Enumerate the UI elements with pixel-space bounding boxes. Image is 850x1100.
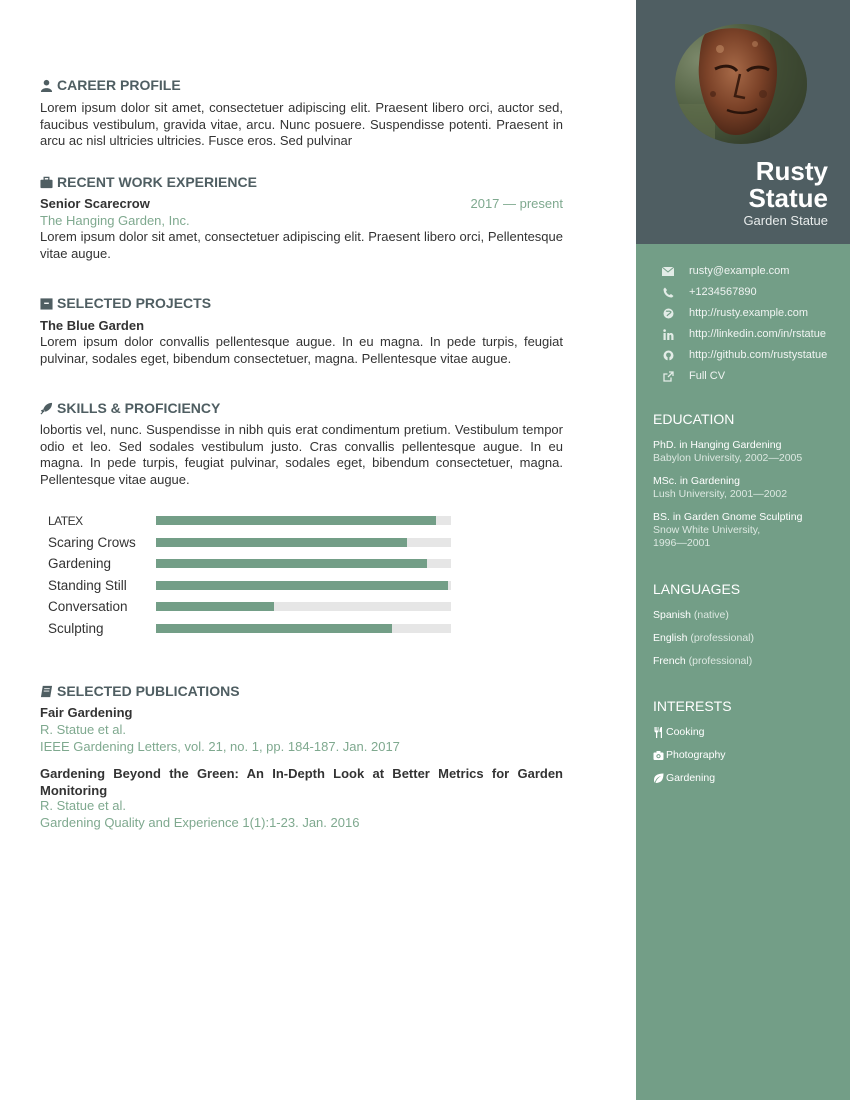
education-school: Snow White University,	[653, 524, 761, 536]
leaf-icon	[653, 773, 664, 784]
publication-authors: R. Statue et al.	[40, 722, 126, 737]
publications-heading-text: SELECTED PUBLICATIONS	[57, 683, 240, 699]
language-item	[653, 632, 754, 644]
publication-title: Fair Gardening	[40, 705, 133, 720]
sidebar	[636, 0, 850, 1100]
education-school: Lush University, 2001—2002	[653, 488, 788, 500]
interests-heading: INTERESTS	[653, 698, 732, 714]
contact-github-text[interactable]: http://github.com/rustystatue	[689, 349, 828, 361]
career-profile-heading	[40, 77, 181, 93]
language-name: French	[653, 655, 686, 667]
publications-heading	[40, 683, 240, 699]
book-icon	[40, 685, 53, 698]
camera-icon	[653, 750, 664, 761]
skills-text: lobortis vel, nunc. Suspendisse in nibh quis erat condimentum pretium. Vestibulum tempor odio et leo. Sed sodales vestibulum justo. Cras convallis pellentesque augue. In eu magna. In pede turpis, feugiat pulvinar, sodales eget, bibendum consectetuer, magna. Pellentesque vitae augue.	[40, 422, 563, 487]
person-last-name: Statue	[748, 183, 828, 213]
education-years: 1996—2001	[653, 537, 711, 549]
interest-text: Gardening	[666, 772, 716, 784]
phone-icon	[661, 285, 675, 299]
interest-text: Cooking	[666, 726, 705, 738]
education-item	[653, 475, 787, 501]
skill-name: Conversation	[48, 599, 128, 614]
contact-full-cv[interactable]	[661, 369, 725, 383]
education-degree: PhD. in Hanging Gardening	[653, 439, 782, 451]
skill-name: Gardening	[48, 556, 112, 571]
language-name: English	[653, 632, 688, 644]
skill-row	[48, 513, 468, 529]
contact-linkedin[interactable]	[661, 327, 826, 341]
person-tagline: Garden Statue	[743, 213, 828, 228]
language-item	[653, 655, 752, 667]
interest-item	[653, 726, 705, 738]
education-school: Babylon University, 2002—2005	[653, 452, 803, 464]
skill-name: LATEX	[48, 514, 83, 528]
work-experience-heading-text: RECENT WORK EXPERIENCE	[57, 174, 257, 190]
language-level: (native)	[693, 609, 729, 621]
languages-heading: LANGUAGES	[653, 581, 741, 597]
education-item	[653, 511, 802, 550]
contact-email-text[interactable]: rusty@example.com	[689, 265, 790, 277]
publication-authors: R. Statue et al.	[40, 798, 126, 813]
skill-bar-track	[156, 624, 451, 633]
job-description: Lorem ipsum dolor sit amet, consectetuer adipiscing elit. Praesent libero orci, Pellentesque vitae augue.	[40, 229, 563, 261]
skill-bar-fill	[156, 624, 392, 633]
utensils-icon	[653, 727, 664, 738]
job-date: 2017 — present	[470, 196, 563, 211]
contact-website-text[interactable]: http://rusty.example.com	[689, 307, 809, 319]
language-level: (professional)	[690, 632, 754, 644]
education-degree: MSc. in Gardening	[653, 475, 740, 487]
statue-photo	[675, 24, 807, 144]
globe-icon	[661, 306, 675, 320]
interest-item	[653, 772, 715, 784]
contact-email[interactable]	[661, 264, 789, 278]
publication-venue: Gardening Quality and Experience 1(1):1-23. Jan. 2016	[40, 815, 360, 830]
work-experience-heading	[40, 174, 257, 190]
linkedin-icon	[661, 327, 675, 341]
skills-heading	[40, 400, 220, 416]
external-link-icon	[661, 369, 675, 383]
language-item	[653, 609, 729, 621]
user-icon	[40, 79, 53, 92]
skill-name: Sculpting	[48, 621, 104, 636]
job-company: The Hanging Garden, Inc.	[40, 213, 190, 228]
person-first-name: Rusty	[755, 156, 828, 186]
language-name: Spanish	[653, 609, 691, 621]
contact-linkedin-text[interactable]: http://linkedin.com/in/rstatue	[689, 328, 826, 340]
contact-website[interactable]	[661, 306, 808, 320]
skill-row	[48, 578, 468, 594]
skill-row	[48, 535, 468, 551]
interest-text: Photography	[666, 749, 726, 761]
job-title: Senior Scarecrow	[40, 196, 150, 211]
skill-row	[48, 599, 468, 615]
contact-github[interactable]	[661, 348, 827, 362]
archive-icon	[40, 297, 53, 310]
publication-venue: IEEE Gardening Letters, vol. 21, no. 1, pp. 184-187. Jan. 2017	[40, 739, 400, 754]
skill-bar-fill	[156, 516, 436, 525]
skill-bar-track	[156, 559, 451, 568]
briefcase-icon	[40, 176, 53, 189]
github-icon	[661, 348, 675, 362]
projects-heading-text: SELECTED PROJECTS	[57, 295, 212, 311]
skill-bar-track	[156, 516, 451, 525]
skill-name: Scaring Crows	[48, 535, 136, 550]
avatar	[675, 24, 807, 144]
publication-title: Gardening Beyond the Green: An In-Depth Look at Better Metrics for Garden Monitoring	[40, 766, 563, 798]
skill-name: Standing Still	[48, 578, 127, 593]
project-title: The Blue Garden	[40, 318, 145, 333]
rocket-icon	[40, 402, 53, 415]
education-item	[653, 439, 802, 465]
contact-full-cv-text[interactable]: Full CV	[689, 370, 726, 382]
interest-item	[653, 749, 726, 761]
project-description: Lorem ipsum dolor convallis pellentesque augue. In eu magna. In pede turpis, feugiat pulvinar, sodales eget, bibendum consectetuer, magna. Pellentesque vitae augue.	[40, 334, 563, 366]
skill-bar-track	[156, 538, 451, 547]
skills-heading-text: SKILLS & PROFICIENCY	[57, 400, 221, 416]
envelope-icon	[661, 264, 675, 278]
projects-heading	[40, 295, 211, 311]
contact-phone-text[interactable]: +1234567890	[689, 286, 757, 298]
education-degree: BS. in Garden Gnome Sculpting	[653, 511, 803, 523]
skill-bar-fill	[156, 581, 448, 590]
contact-phone[interactable]	[661, 285, 757, 299]
career-profile-text: Lorem ipsum dolor sit amet, consectetuer adipiscing elit. Praesent libero orci, auctor sed, faucibus vestibulum, gravida vitae, arcu. Nunc posuere. Suspendisse potenti. Praesent in arcu ac nisl ultricies ultricies. Fusce eros. Sed pulvinar	[40, 100, 563, 148]
skill-bar-fill	[156, 559, 427, 568]
skill-bar-fill	[156, 602, 274, 611]
education-heading: EDUCATION	[653, 411, 735, 427]
career-profile-heading-text: CAREER PROFILE	[57, 77, 181, 93]
sidebar-header	[636, 0, 850, 244]
skill-bar-track	[156, 581, 451, 590]
skill-row	[48, 556, 468, 572]
skill-bar-fill	[156, 538, 407, 547]
language-level: (professional)	[688, 655, 753, 667]
skill-bar-track	[156, 602, 451, 611]
skill-row	[48, 621, 468, 637]
